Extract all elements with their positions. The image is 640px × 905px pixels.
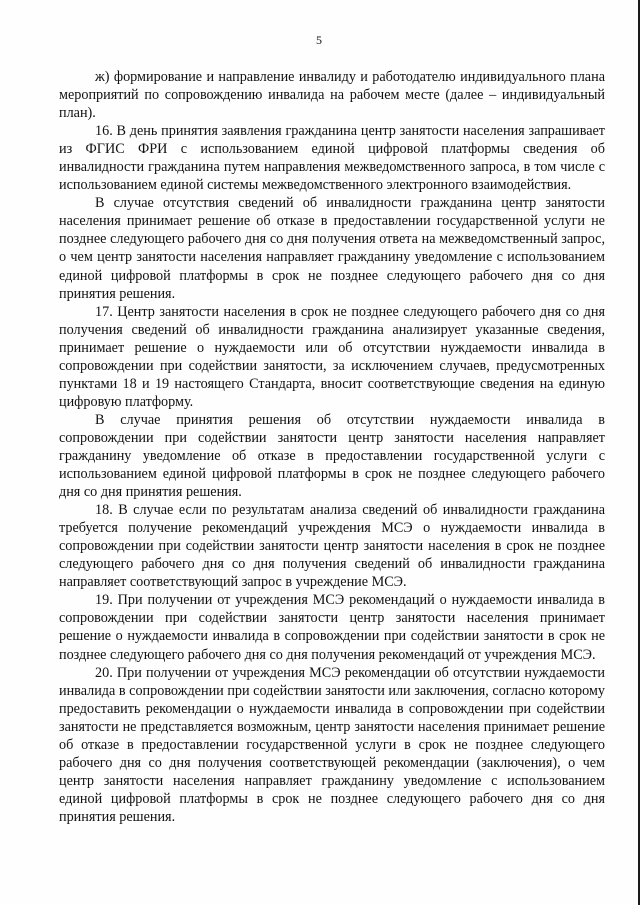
paragraph-clause-20: 20. При получении от учреждения МСЭ рекомендации об отсутствии нуждаемости инвалида в сопровождении при содействии занятости или заключения, согласно которому предоставить рекомендации о нуждаемости инвалида в сопровождении при содействии занятости не представляется возможным, центр занятости населения принимает решение об отказе в предоставлении государственной услуги в срок не позднее следующего рабочего дня со дня получения соответствующей рекомендации (заключения), о чем центр занятости населения направляет гражданину уведомление с использованием единой цифровой платформы в срок не позднее следующего рабочего дня со дня принятия решения. [59, 664, 605, 825]
paragraph-clause-19: 19. При получении от учреждения МСЭ рекомендаций о нуждаемости инвалида в сопровождении при содействии занятости центр занятости населения принимает решение о нуждаемости инвалида в сопровождении при содействии занятости в срок не позднее следующего рабочего дня со дня получения рекомендаций от учреждения МСЭ. [59, 592, 605, 663]
document-body [59, 68, 605, 826]
paragraph-item-zh: ж) формирование и направление инвалиду и работодателю индивидуального плана мероприятий по сопровождению инвалида на рабочем месте (далее – индивидуальный план). [59, 69, 605, 122]
paragraph-clause-16: 16. В день принятия заявления гражданина центр занятости населения запрашивает из ФГИС ФРИ с использованием единой цифровой платформы сведения об инвалидности гражданина путем направления межведомственного запроса, в том числе с использованием единой системы межведомственного электронного взаимодействия. [59, 123, 605, 194]
paragraph-clause-17-refusal: В случае принятия решения об отсутствии нуждаемости инвалида в сопровождении при содействии занятости центр занятости населения направляет гражданину уведомление об отказе в предоставлении государственной услуги с использованием единой цифровой платформы в срок не позднее следующего рабочего дня со дня принятия решения. [59, 411, 605, 501]
paragraph-clause-18: 18. В случае если по результатам анализа сведений об инвалидности гражданина требуется получение рекомендаций учреждения МСЭ о нуждаемости инвалида в сопровождении при содействии занятости центр занятости населения в срок не позднее следующего рабочего дня со дня получения сведений об инвалидности гражданина направляет соответствующий запрос в учреждение МСЭ. [59, 502, 605, 591]
paragraph-clause-16-refusal: В случае отсутствия сведений об инвалидности гражданина центр занятости населения принимает решение об отказе в предоставлении государственной услуги не позднее следующего рабочего дня со дня получения ответа на межведомственный запрос, о чем центр занятости населения направляет гражданину уведомление с использованием единой цифровой платформы в срок не позднее следующего рабочего дня со дня принятия решения. [59, 195, 605, 302]
page-number: 5 [316, 33, 322, 47]
paragraph-clause-17: 17. Центр занятости населения в срок не позднее следующего рабочего дня со дня получения сведений об инвалидности гражданина анализирует указанные сведения, принимает решение о нуждаемости или об отсутствии нуждаемости инвалида в сопровождении при содействии занятости, за исключением случаев, предусмотренных пунктами 18 и 19 настоящего Стандарта, вносит соответствующие сведения на единую цифровую платформу. [59, 303, 605, 410]
